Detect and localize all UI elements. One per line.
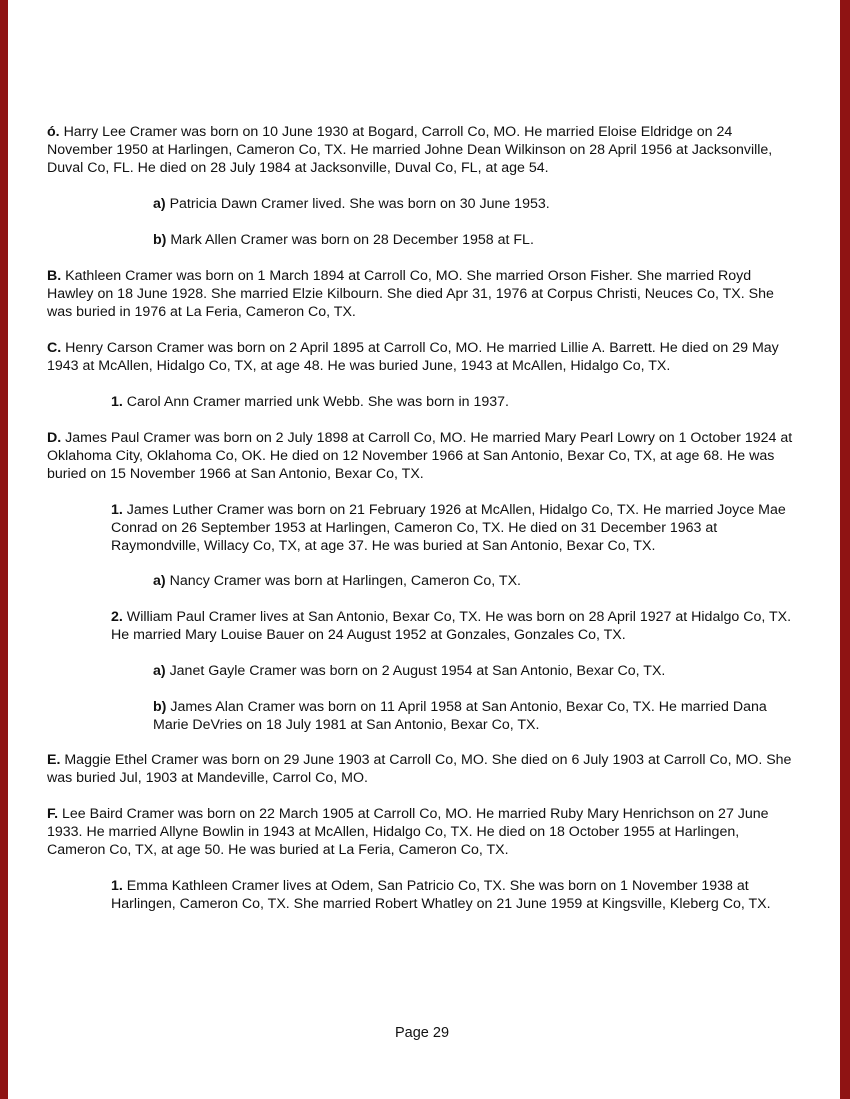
entry-james-luther-cramer: 1. James Luther Cramer was born on 21 February 1926 at McAllen, Hidalgo Co, TX. He married Joyce Mae Conrad on 26 September 1953 at Harlingen, Cameron Co, TX. He died on 31 December 1963 at Raymondville, Willacy Co, TX, at age 37. He was buried at San Antonio, Bexar Co, TX. [111, 502, 786, 555]
entry-maggie-ethel-cramer: E. Maggie Ethel Cramer was born on 29 June 1903 at Carroll Co, MO. She died on 6 July 1903 at Carroll Co, MO. She was buried Jul, 1903 at Mandeville, Carrol Co, MO. [47, 752, 792, 787]
entry-james-alan-cramer: b) James Alan Cramer was born on 11 April 1958 at San Antonio, Bexar Co, TX. He married Dana Marie DeVries on 18 July 1981 at San Antonio, Bexar Co, TX. [153, 699, 767, 734]
entry-lee-baird-cramer: F. Lee Baird Cramer was born on 22 March 1905 at Carroll Co, MO. He married Ruby Mary Henrichson on 27 June 1933. He married Allyne Bowlin in 1943 at McAllen, Hidalgo Co, TX. He died on 18 October 1955 at Harlingen, Cameron Co, TX, at age 50. He was buried at La Feria, Cameron Co, TX. [47, 806, 769, 859]
entry-emma-kathleen-cramer: 1. Emma Kathleen Cramer lives at Odem, San Patricio Co, TX. She was born on 1 November 1938 at Harlingen, Cameron Co, TX. She married Robert Whatley on 21 June 1959 at Kingsville, Kleberg Co, TX. [111, 878, 771, 913]
page-border-right [840, 0, 850, 1099]
entry-janet-gayle-cramer: a) Janet Gayle Cramer was born on 2 August 1954 at San Antonio, Bexar Co, TX. [153, 663, 666, 679]
entry-carol-ann-cramer: 1. Carol Ann Cramer married unk Webb. She was born in 1937. [111, 394, 509, 410]
entry-henry-carson-cramer: C. Henry Carson Cramer was born on 2 April 1895 at Carroll Co, MO. He married Lillie A. Barrett. He died on 29 May 1943 at McAllen, Hidalgo Co, TX, at age 48. He was buried June, 1943 at McAllen, Hidalgo Co, TX. [47, 340, 779, 375]
entry-william-paul-cramer: 2. William Paul Cramer lives at San Antonio, Bexar Co, TX. He was born on 28 April 1927 at Hidalgo Co, TX. He married Mary Louise Bauer on 24 August 1952 at Gonzales, Gonzales Co, TX. [111, 609, 792, 644]
entry-harry-lee-cramer: ó. Harry Lee Cramer was born on 10 June 1930 at Bogard, Carroll Co, MO. He married Eloise Eldridge on 24 November 1950 at Harlingen, Cameron Co, TX. He married Johne Dean Wilkinson on 28 April 1956 at Jacksonville, Duval Co, FL. He died on 28 July 1984 at Jacksonville, Duval Co, FL, at age 54. [47, 124, 773, 177]
entry-mark-allen-cramer: b) Mark Allen Cramer was born on 28 December 1958 at FL. [153, 232, 534, 248]
entry-kathleen-cramer: B. Kathleen Cramer was born on 1 March 1894 at Carroll Co, MO. She married Orson Fisher. She married Royd Hawley on 18 June 1928. She married Elzie Kilbourn. She died Apr 31, 1976 at Corpus Christi, Neuces Co, TX. She was buried in 1976 at La Feria, Cameron Co, TX. [47, 268, 774, 321]
page-number: Page 29 [394, 1025, 450, 1041]
entry-nancy-cramer: a) Nancy Cramer was born at Harlingen, Cameron Co, TX. [153, 573, 521, 589]
entry-patricia-dawn-cramer: a) Patricia Dawn Cramer lived. She was born on 30 June 1953. [153, 196, 550, 212]
entry-james-paul-cramer: D. James Paul Cramer was born on 2 July 1898 at Carroll Co, MO. He married Mary Pearl Lowry on 1 October 1924 at Oklahoma City, Oklahoma Co, OK. He died on 12 November 1966 at San Antonio, Bexar Co, TX, at age 68. He was buried on 15 November 1966 at San Antonio, Bexar Co, TX. [47, 430, 793, 483]
document-page [47, 0, 797, 1099]
page-border-left [0, 0, 8, 1099]
